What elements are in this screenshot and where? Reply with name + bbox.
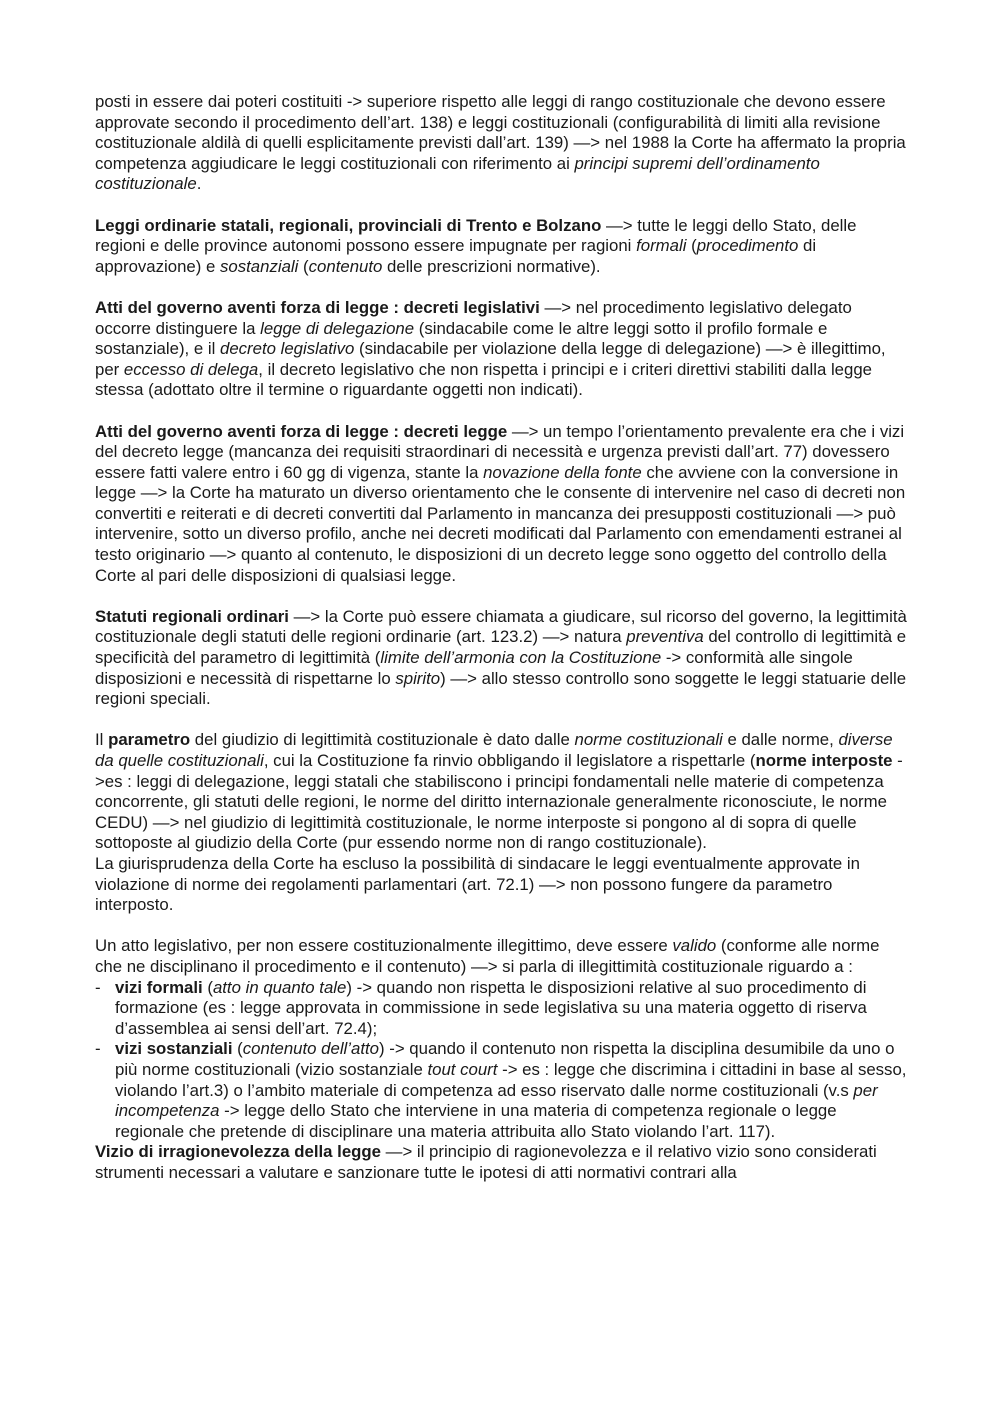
bold-term: norme interposte bbox=[755, 751, 893, 770]
italic-term: contenuto dell’atto bbox=[242, 1039, 379, 1059]
text: di approvazione) e bbox=[95, 236, 817, 276]
paragraph-ordinary-laws bbox=[95, 216, 910, 278]
text: . bbox=[196, 174, 202, 194]
italic-term: decreto legislativo bbox=[219, 339, 355, 359]
italic-term: legge di delegazione bbox=[260, 318, 415, 338]
text: (sindacabile come le altre leggi sotto il profilo formale e sostanziale), e il bbox=[95, 318, 828, 359]
text: (sindacabile per violazione della legge di delegazione) —> è illegittimo, per bbox=[95, 339, 886, 379]
italic-term: contenuto bbox=[308, 256, 383, 276]
text: ( bbox=[232, 1039, 243, 1059]
paragraph-decree-laws bbox=[95, 422, 910, 587]
paragraph-constitutional-laws bbox=[95, 92, 910, 195]
paragraph-jurisprudence bbox=[95, 854, 910, 916]
text: —> la Corte può essere chiamata a giudicare, sul ricorso del governo, la legittimità costituzionale degli statuti delle regioni ordinarie (art. 123.2) —> natura bbox=[95, 606, 907, 647]
text: -> conformità alle singole disposizioni e necessità di rispettarne lo bbox=[95, 648, 853, 688]
text: che avviene con la conversione in legge —> la Corte ha maturato un diverso orientamento che le consente di intervenire nel caso di decreti non convertiti e reiterati e di decreti convertiti dal Parlamento in mancanza dei presupposti costituzionali —> può intervenire, sotto un diverso profilo, anche nei decreti modificati dal Parlamento con emendamenti estranei al testo originario —> quanto al contenuto, le disposizioni di un decreto legge sono oggetto del controllo della Corte al pari delle disposizioni di qualsiasi legge. bbox=[95, 462, 906, 585]
italic-term: per incompetenza bbox=[115, 1080, 878, 1121]
bold-term: vizi sostanziali bbox=[115, 1039, 233, 1059]
italic-term: tout court bbox=[427, 1059, 498, 1079]
text: posti in essere dai poteri costituiti -> superiore rispetto alle leggi di rango costituzionale che devono essere approvate secondo il procedimento dell’art. 138) e leggi costituzionali (configurabilità di limiti alla revisione costituzionale aldilà di quelli esplicitamente previsti dall’art. 139) —> nel 1988 la Corte ha affermato la propria competenza aggiudicare le leggi costituzionali con riferimento ai bbox=[95, 92, 906, 173]
italic-term: valido bbox=[672, 936, 717, 956]
section-heading: Leggi ordinarie statali, regionali, provinciali di Trento e Bolzano bbox=[95, 215, 602, 235]
bold-term: parametro bbox=[108, 730, 191, 750]
paragraph-legislative-decrees bbox=[95, 298, 910, 401]
text: ) -> quando non rispetta le disposizioni relative al suo procedimento di formazione (es : legge approvata in commissione in sede legislativa su una materia oggetto di riserva d’assemblea ai sensi dell’art. 72.4); bbox=[115, 977, 867, 1038]
italic-term: diverse da quelle costituzionali bbox=[95, 730, 893, 770]
text: delle prescrizioni normative). bbox=[382, 256, 601, 276]
section-heading: Atti del governo aventi forza di legge : decreti legge bbox=[95, 421, 508, 441]
text: del giudizio di legittimità costituzionale è dato dalle bbox=[190, 730, 575, 750]
text: —> nel procedimento legislativo delegato occorre distinguere la bbox=[95, 297, 852, 338]
paragraph-regional-statutes bbox=[95, 607, 910, 710]
text: e dalle norme, bbox=[722, 730, 839, 750]
bold-term: vizi formali bbox=[115, 977, 203, 997]
italic-term: preventiva bbox=[626, 627, 704, 647]
text: —> tutte le leggi dello Stato, delle regioni e delle province autonomi possono essere impugnate per ragioni bbox=[95, 215, 857, 256]
italic-term: limite dell’armonia con la Costituzione bbox=[380, 648, 662, 668]
vizi-list bbox=[95, 978, 910, 1143]
italic-term: eccesso di delega bbox=[123, 359, 259, 379]
italic-term: procedimento bbox=[696, 236, 799, 256]
text: -> es : legge che discrimina i cittadini in base al sesso, violando l’art.3) o l’ambito materiale di competenza ad esso riservato dalle norme costituzionali (v.s bbox=[115, 1059, 907, 1100]
text: , cui la Costituzione fa rinvio obbligando il legislatore a rispettarle ( bbox=[263, 751, 756, 770]
italic-term: principi supremi dell’ordinamento costituzionale bbox=[95, 153, 820, 194]
text: —> un tempo l’orientamento prevalente era che i vizi del decreto legge (mancanza dei requisiti straordinari di necessità e urgenza previsti dall’art. 77) dovessero essere fatti valere entro i 60 gg di vigenza, stante la bbox=[95, 421, 905, 482]
text: Il bbox=[95, 730, 109, 750]
text: La giurisprudenza della Corte ha escluso la possibilità di sindacare le leggi eventualmente approvate in violazione di norme dei regolamenti parlamentari (art. 72.1) —> non possono fungere da parametro interposto. bbox=[95, 853, 860, 915]
list-item-formal-defects bbox=[95, 978, 910, 1040]
text: del controllo di legittimità e specificità del parametro di legittimità ( bbox=[95, 627, 907, 668]
document-page bbox=[95, 92, 910, 1183]
list-item-substantial-defects bbox=[95, 1039, 910, 1142]
italic-term: formali bbox=[636, 236, 687, 256]
text: —> il principio di ragionevolezza e il relativo vizio sono considerati strumenti necessari a valutare e sanzionare tutte le ipotesi di atti normativi contrari alla bbox=[95, 1142, 877, 1182]
paragraph-parameter bbox=[95, 730, 910, 854]
text: ->es : leggi di delegazione, leggi statali che stabiliscono i principi fondamentali nelle materie di competenza concorrente, gli statuti delle regioni, le norme del diritto internazionale generalmente riconosciute, le norme CEDU) —> nel giudizio di legittimità costituzionale, le norme interposte si pongono al di sopra di quelle sottoposte al giudizio della Corte (pur essendo norme non di rango costituzionale). bbox=[95, 751, 903, 853]
text: Un atto legislativo, per non essere costituzionalmente illegittimo, deve essere bbox=[95, 936, 673, 956]
text: ( bbox=[686, 236, 697, 256]
section-heading: Statuti regionali ordinari bbox=[95, 606, 289, 626]
italic-term: atto in quanto tale bbox=[212, 977, 347, 997]
bullet-dash: - bbox=[95, 977, 101, 997]
italic-term: novazione della fonte bbox=[483, 462, 642, 482]
text: , il decreto legislativo che non rispetta i principi e i criteri direttivi stabiliti dalla legge stessa (adottato oltre il termine o riguardante oggetti non indicati). bbox=[95, 359, 873, 400]
text: ( bbox=[202, 977, 213, 997]
text: ) —> allo stesso controllo sono soggette le leggi statuarie delle regioni speciali. bbox=[95, 668, 907, 709]
text: -> legge dello Stato che interviene in una materia di competenza regionale o legge regionale che pretende di disciplinare una materia attribuita allo Stato violando l’art. 117). bbox=[115, 1101, 837, 1141]
italic-term: sostanziali bbox=[220, 256, 299, 276]
bullet-dash: - bbox=[95, 1039, 101, 1059]
text: ) -> quando il contenuto non rispetta la disciplina desumibile da uno o più norme costituzionali (vizio sostanziale bbox=[115, 1039, 895, 1079]
section-heading: Vizio di irragionevolezza della legge bbox=[95, 1142, 381, 1162]
paragraph-legislative-act bbox=[95, 936, 910, 977]
section-heading: Atti del governo aventi forza di legge : decreti legislativi bbox=[95, 297, 540, 317]
paragraph-unreasonableness bbox=[95, 1142, 910, 1183]
italic-term: spirito bbox=[395, 668, 441, 688]
text: (conforme alle norme che ne disciplinano il procedimento e il contenuto) —> si parla di illegittimità costituzionale riguardo a : bbox=[95, 936, 880, 976]
text: ( bbox=[298, 256, 309, 276]
italic-term: norme costituzionali bbox=[574, 730, 723, 750]
